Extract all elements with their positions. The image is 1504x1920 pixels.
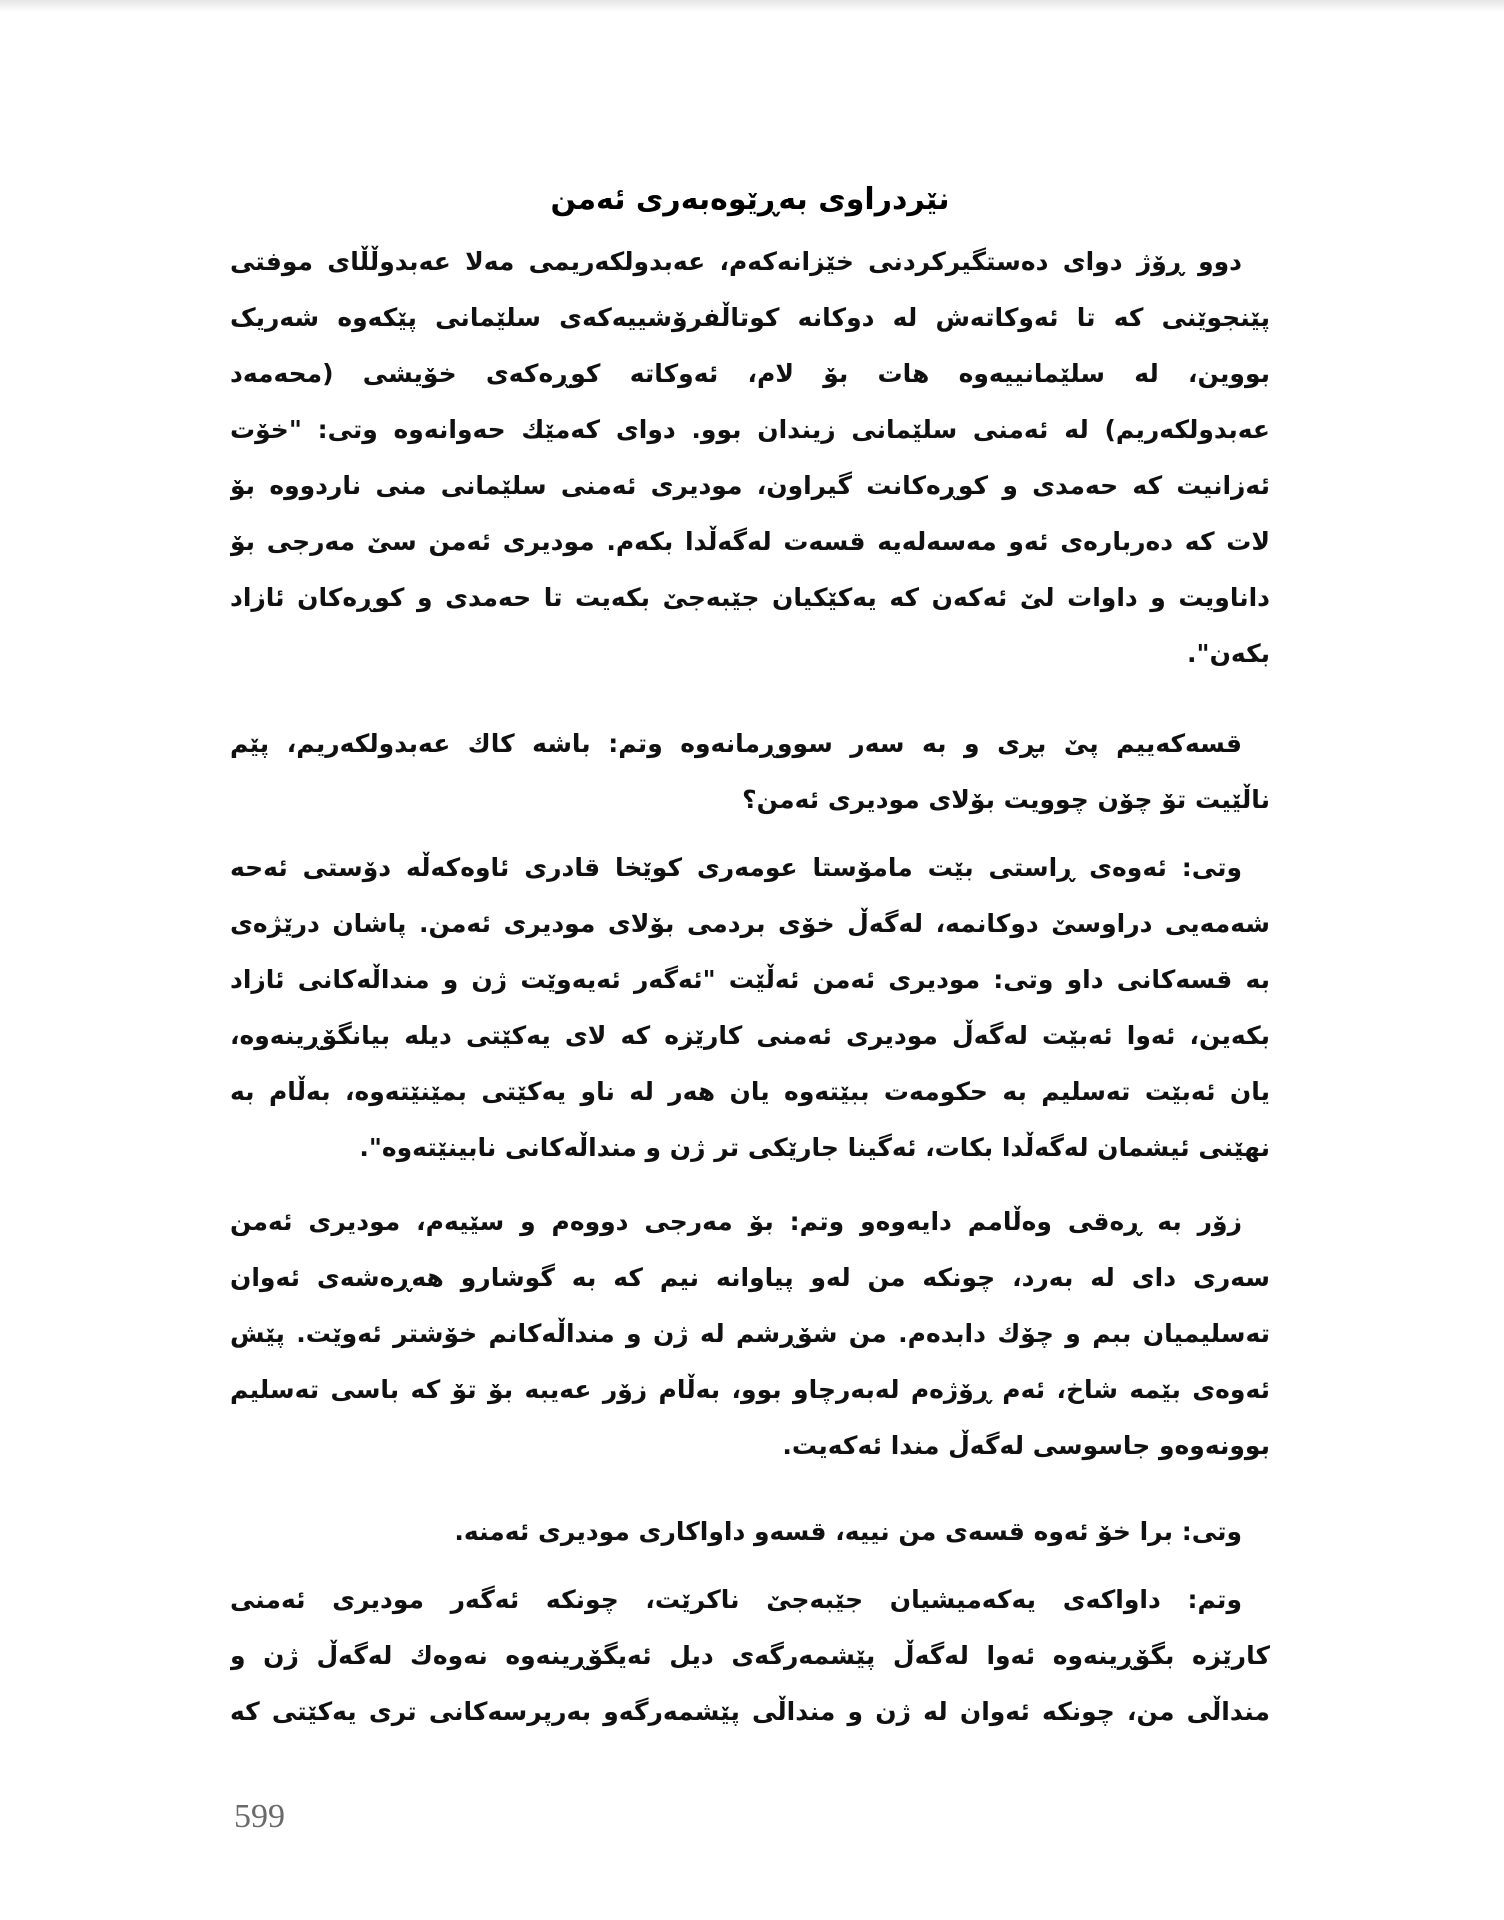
page-number: 599 bbox=[234, 1798, 285, 1835]
text-line: منداڵی من، چونکە ئەوان لە ژن و منداڵی پێشمەرگەو بەرپرسەکانی تری یەکێتی کە bbox=[230, 1697, 1270, 1726]
text-line: عەبدولکەریم) لە ئەمنی سلێمانی زیندان بوو. دوای کەمێك حەوانەوە وتی: "خۆت bbox=[230, 415, 1270, 444]
text-line: وتی: ئەوەی ڕاستی بێت مامۆستا عومەری کوێخا قادری ئاوەکەڵە دۆستی ئەحە bbox=[230, 853, 1242, 882]
text-line: بکەین، ئەوا ئەبێت لەگەڵ مودیری ئەمنی کارێزە کە لای یەکێتی دیلە بیانگۆڕینەوە، bbox=[230, 1021, 1270, 1050]
page-title: نێردراوی بەڕێوەبەری ئەمن bbox=[550, 182, 950, 217]
text-line: بکەن". bbox=[1187, 639, 1270, 668]
text-line: ئەوەی بێمە شاخ، ئەم ڕۆژەم لەبەرچاو بوو، بەڵام زۆر عەیبە بۆ تۆ کە باسی تەسلیم bbox=[230, 1375, 1270, 1404]
text-line: یان ئەبێت تەسلیم بە حکومەت ببێتەوە یان هەر لە ناو یەکێتی بمێنێتەوە، بەڵام بە bbox=[230, 1077, 1270, 1106]
text-line: سەری دای لە بەرد، چونکە من لەو پیاوانە نیم کە بە گوشارو هەڕەشەی ئەوان bbox=[230, 1263, 1270, 1292]
text-line: نهێنی ئیشمان لەگەڵدا بکات، ئەگینا جارێکی تر ژن و منداڵەکانی نابینێتەوە". bbox=[359, 1133, 1270, 1162]
text-line: کارێزە بگۆڕینەوە ئەوا لەگەڵ پێشمەرگەی دیل ئەیگۆڕینەوە نەوەك لەگەڵ ژن و bbox=[230, 1641, 1270, 1670]
text-line: ناڵێیت تۆ چۆن چوویت بۆلای مودیری ئەمن؟ bbox=[742, 785, 1270, 814]
text-line: شەمەیی دراوسێ دوکانمە، لەگەڵ خۆی بردمی بۆلای مودیری ئەمن. پاشان درێژەی bbox=[230, 909, 1270, 938]
text-line: وتی: برا خۆ ئەوە قسەی من نییە، قسەو داواکاری مودیری ئەمنە. bbox=[454, 1517, 1242, 1546]
text-line: پێنجوێنی کە تا ئەوکاتەش لە دوکانە کوتاڵفرۆشییەکەی سلێمانی پێکەوە شەریک bbox=[230, 303, 1270, 332]
text-line: تەسلیمیان ببم و چۆك دابدەم. من شۆڕشم لە ژن و منداڵەکانم خۆشتر ئەوێت. پێش bbox=[230, 1319, 1270, 1348]
text-line: وتم: داواکەی یەکەمیشیان جێبەجێ ناکرێت، چونکە ئەگەر مودیری ئەمنی bbox=[230, 1585, 1242, 1614]
text-line: دوو ڕۆژ دوای دەستگیرکردنی خێزانەکەم، عەبدولکەریمی مەلا عەبدوڵڵای موفتی bbox=[230, 247, 1242, 276]
text-line: داناویت و داوات لێ ئەکەن کە یەکێکیان جێبەجێ بکەیت تا حەمدی و کوڕەکان ئازاد bbox=[230, 583, 1270, 612]
text-line: زۆر بە ڕەقی وەڵامم دایەوەو وتم: بۆ مەرجی دووەم و سێیەم، مودیری ئەمن bbox=[230, 1207, 1242, 1236]
text-line: ئەزانیت کە حەمدی و کوڕەکانت گیراون، مودیری ئەمنی سلێمانی منی ناردووە بۆ bbox=[230, 471, 1270, 500]
text-line: قسەکەییم پێ بڕی و بە سەر سووڕمانەوە وتم: باشە کاك عەبدولکەریم، پێم bbox=[230, 729, 1242, 758]
text-line: بە قسەکانی داو وتی: مودیری ئەمن ئەڵێت "ئەگەر ئەیەوێت ژن و منداڵەکانی ئازاد bbox=[230, 965, 1270, 994]
text-line: لات کە دەربارەی ئەو مەسەلەیە قسەت لەگەڵدا بکەم. مودیری ئەمن سێ مەرجی بۆ bbox=[230, 527, 1270, 556]
text-line: بوونەوەو جاسوسی لەگەڵ مندا ئەکەیت. bbox=[782, 1431, 1270, 1460]
text-line: بووین، لە سلێمانییەوە هات بۆ لام، ئەوکاتە کوڕەکەی خۆیشی (محەمەد bbox=[230, 359, 1270, 388]
